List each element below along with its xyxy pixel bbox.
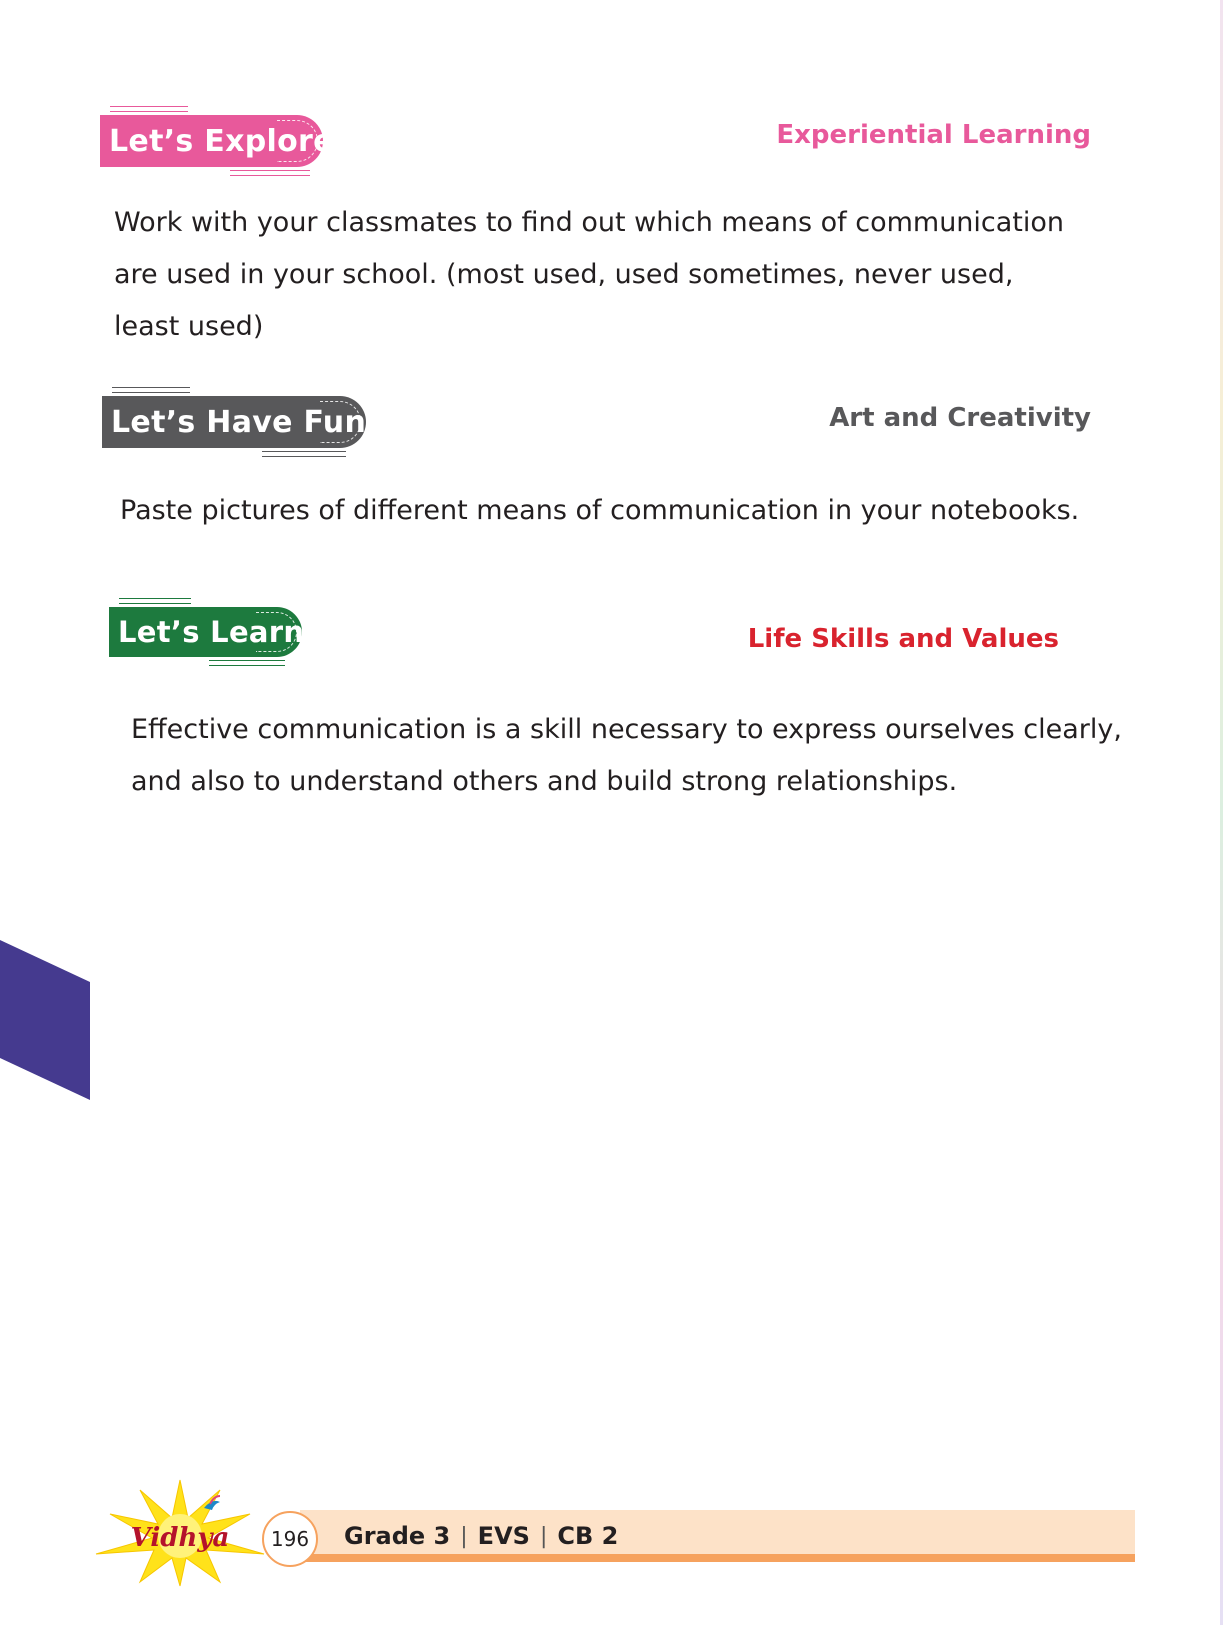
text-line: Work with your classmates to find out which means of communication [114,207,1065,238]
page-number: 196 [262,1511,318,1567]
explore-activity-text [114,197,1064,353]
tag-decoration-line [110,106,188,112]
tag-decoration-line [119,598,191,604]
tag-decoration-line [262,451,346,457]
vidhya-logo-icon [92,1478,268,1588]
footer-separator: | [460,1523,468,1549]
footer-book: CB 2 [557,1522,619,1550]
lets-have-fun-tag [102,396,366,448]
fun-activity-text [120,485,1079,537]
tag-decoration-line [209,660,285,666]
text-line: are used in your school. (most used, used sometimes, never used, [114,259,1014,290]
footer-grade: Grade 3 [344,1522,451,1550]
logo-text: Vidhya [130,1523,230,1553]
lets-learn-label: Let’s Learn [109,607,302,657]
art-and-creativity-category: Art and Creativity [829,403,1091,433]
footer-separator: | [539,1523,548,1549]
lets-have-fun-label: Let’s Have Fun [102,396,366,448]
text-line: Effective communication is a skill necessary to express ourselves clearly, [131,714,1122,745]
learn-activity-text [131,704,1122,808]
lets-learn-tag [109,607,305,657]
life-skills-category: Life Skills and Values [747,624,1059,654]
text-line: Paste pictures of different means of communication in your notebooks. [120,495,1080,526]
footer-subject: EVS [477,1522,530,1550]
lets-explore-tag [100,115,334,167]
lets-explore-label: Let’s Explore [100,115,323,167]
tag-decoration-line [230,170,310,176]
footer-info [344,1520,618,1552]
text-line: least used) [114,311,264,342]
text-line: and also to understand others and build strong relationships. [131,766,958,797]
experiential-learning-category: Experiential Learning [776,120,1091,150]
side-tab-decoration [0,940,90,1100]
tag-decoration-line [112,387,190,393]
